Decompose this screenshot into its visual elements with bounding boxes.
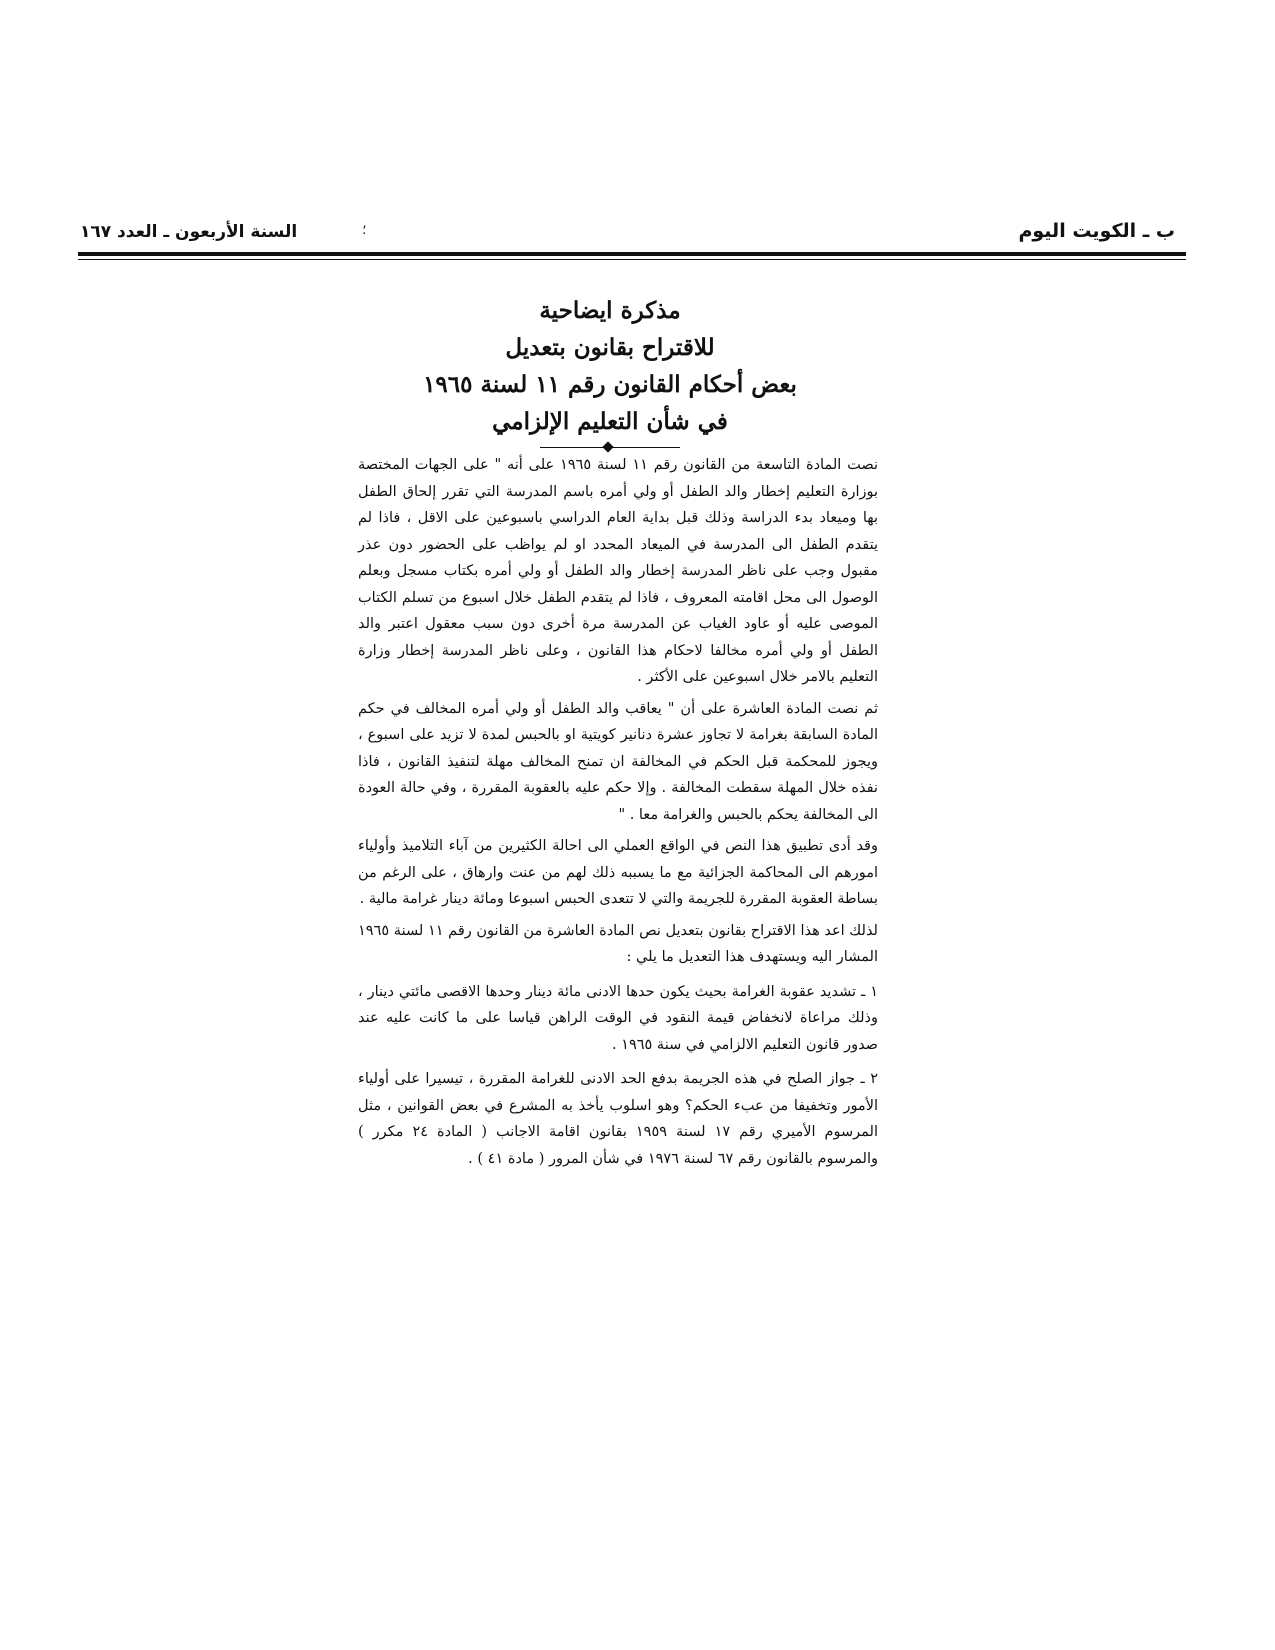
paragraph-purpose: لذلك اعد هذا الاقتراح بقانون بتعديل نص المادة العاشرة من القانون رقم ١١ لسنة ١٩٦٥ المشار اليه ويستهدف هذا التعديل ما يلي :	[358, 922, 878, 965]
list-item-2: ٢ ـ جواز الصلح في هذه الجريمة بدفع الحد الادنى للغرامة المقررة ، تيسيرا على أولياء الأمور وتخفيفا من عبء الحكم؟ وهو اسلوب يأخذ به المشرع في بعض القوانين ، مثل المرسوم الأميري رقم ١٧ لسنة ١٩٥٩ بقانون اقامة الاجانب ( المادة ٢٤ مكرر ) والمرسوم بالقانون رقم ٦٧ لسنة ١٩٧٦ في شأن المرور ( مادة ٤١ ) .	[358, 1071, 878, 1167]
paragraph-article-9: نصت المادة التاسعة من القانون رقم ١١ لسنة ١٩٦٥ على أنه " على الجهات المختصة بوزارة التعليم إخطار والد الطفل أو ولي أمره باسم المدرسة التي تقرر إلحاق الطفل بها وميعاد بدء الدراسة وذلك قبل بداية العام الدراسي باسبوعين على الاقل ، فاذا لم يتقدم الطفل الى المدرسة في الميعاد المحدد او لم يواظب على الحضور دون عذر مقبول وجب على ناظر المدرسة إخطار والد الطفل أو ولي أمره بكتاب مسجل وبعلم الوصول الى محل اقامته المعروف ، فاذا لم يتقدم الطفل خلال اسبوع من تسلم الكتاب الموصى عليه أو عاود الغياب عن المدرسة مرة أخرى دون سبب معقول اعتبر والد الطفل أو ولي أمره مخالفا لاحكام هذا القانون ، وعلى ناظر المدرسة إخطار وزارة التعليم بالامر خلال اسبوعين على الأكثر .	[358, 457, 878, 685]
list-item-1: ١ ـ تشديد عقوبة الغرامة بحيث يكون حدها الادنى مائة دينار وحدها الاقصى مائتي دينار ، وذلك مراعاة لانخفاض قيمة النقود في الوقت الراهن قياسا على ما كانت عليه عند صدور قانون التعليم الالزامي في سنة ١٩٦٥ .	[358, 983, 878, 1053]
title-line-2: للاقتراح بقانون بتعديل	[505, 334, 715, 361]
header-mark: ؛	[362, 222, 367, 238]
memo-body	[358, 452, 878, 1177]
gazette-name: ب ـ الكويت اليوم	[1018, 220, 1175, 242]
issue-info: السنة الأربعون ـ العدد ١٦٧	[80, 222, 298, 242]
header-rule	[78, 252, 1186, 256]
header-rule-thin	[78, 259, 1186, 260]
title-line-1: مذكرة ايضاحية	[539, 297, 681, 324]
paragraph-article-10: ثم نصت المادة العاشرة على أن " يعاقب والد الطفل أو ولي أمره المخالف في حكم المادة السابقة بغرامة لا تجاوز عشرة دنانير كويتية او بالحبس لمدة لا تزيد على اسبوع ، ويجوز للمحكمة قبل الحكم في المخالفة ان تمنح المخالف مهلة لتنفيذ القانون ، فاذا نفذه خلال المهلة سقطت المخالفة . وإلا حكم عليه بالعقوبة المقررة ، وفي حالة العودة الى المخالفة يحكم بالحبس والغرامة معا . "	[358, 700, 878, 823]
title-block	[340, 292, 880, 452]
title-line-3: بعض أحكام القانون رقم ١١ لسنة ١٩٦٥	[423, 371, 797, 398]
title-ornament	[540, 442, 680, 452]
title-line-4: في شأن التعليم الإلزامي	[492, 408, 728, 435]
paragraph-practice: وقد أدى تطبيق هذا النص في الواقع العملي الى احالة الكثيرين من آباء التلاميذ وأولياء امورهم الى المحاكمة الجزائية مع ما يسببه ذلك لهم من عنت وارهاق ، على الرغم من بساطة العقوبة المقررة للجريمة والتي لا تتعدى الحبس اسبوعا ومائة دينار غرامة مالية .	[358, 838, 878, 907]
